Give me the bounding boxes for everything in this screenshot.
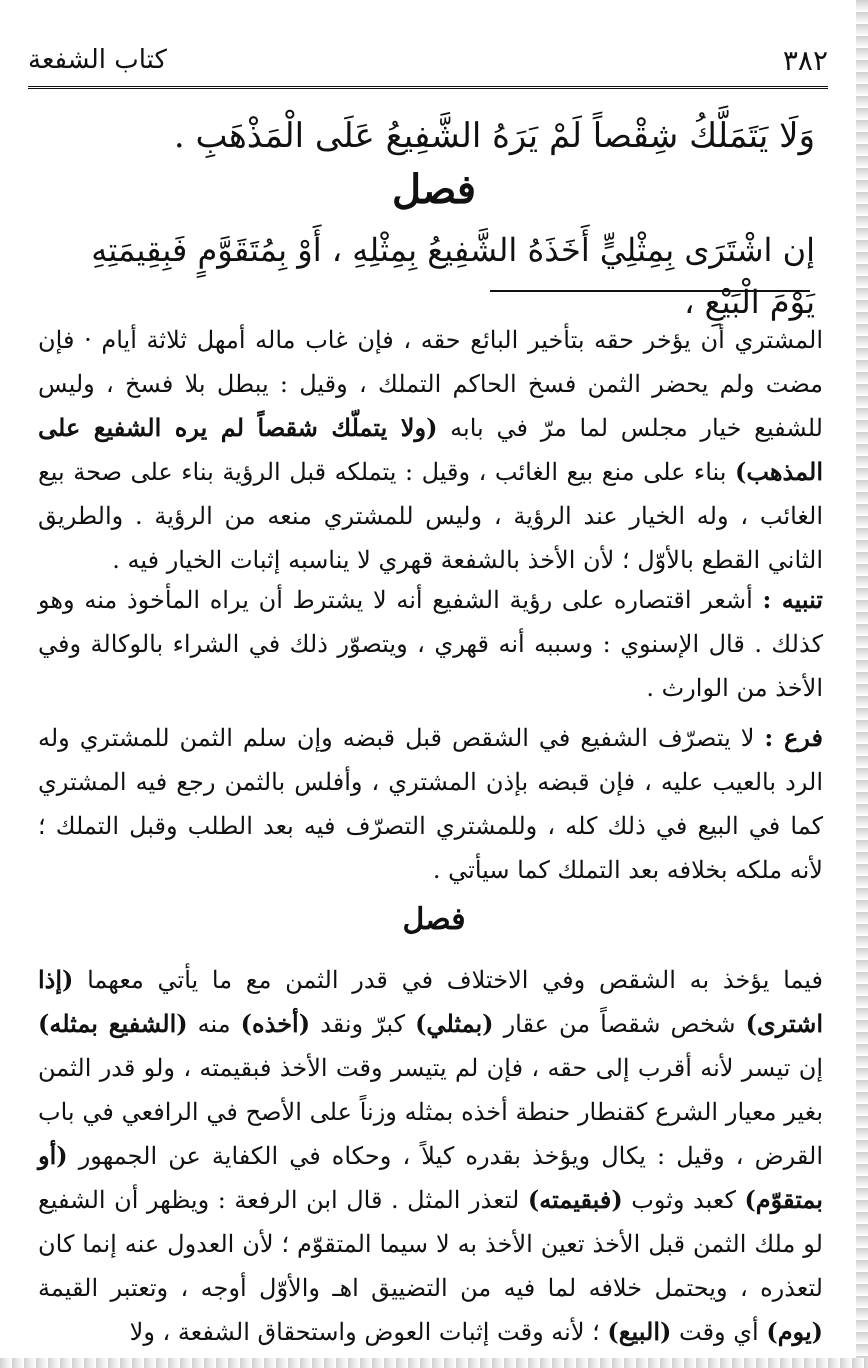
- separator-rule: [490, 290, 810, 292]
- commentary-text: كبرّ ونقد: [310, 1010, 416, 1038]
- note-text: أشعر اقتصاره على رؤية الشفيع أنه لا يشترط أن يراه المأخوذ منه وهو كذلك . قال الإسنوي : وسببه أنه قهري ، ويتصوّر ذلك في الشراء بالوكالة وفي الأخذ من الوارث .: [38, 586, 823, 702]
- commentary-paragraph-2: [38, 958, 823, 1354]
- commentary-text: فيما يؤخذ به الشقص وفي الاختلاف في قدر الثمن مع ما يأتي معهما: [73, 966, 823, 994]
- matn-quote: (إذا اشترى): [38, 965, 823, 1038]
- commentary-text: أي وقت: [671, 1318, 767, 1346]
- matn-line-top: وَلَا يَتَمَلَّكُ شِقْصاً لَمْ يَرَهُ الشَّفِيعُ عَلَى الْمَذْهَبِ .: [173, 116, 815, 156]
- note-paragraph: [38, 578, 823, 710]
- matn-quote: (أخذه): [240, 1009, 311, 1038]
- branch-label: فرع :: [764, 723, 823, 752]
- page-header: [28, 38, 828, 82]
- note-label: تنبيه :: [762, 585, 823, 614]
- commentary-text: شخص شقصاً من عقار: [493, 1010, 746, 1038]
- matn-quote: (يوم): [766, 1317, 823, 1346]
- matn-quote: (ولا يتملّك شقصاً لم يره الشفيع على المذهب): [38, 413, 823, 486]
- section-heading-2: فصل: [402, 902, 466, 937]
- header-rule: [28, 86, 828, 89]
- branch-paragraph: [38, 716, 823, 892]
- commentary-paragraph: [38, 318, 823, 582]
- matn-quote: (بمثلي): [415, 1009, 494, 1038]
- commentary-text: إن تيسر لأنه أقرب إلى حقه ، فإن لم يتيسر وقت الأخذ فبقيمته ، ولو قدر الثمن بغير معيار الشرع كقنطار حنطة أخذه بمثله وزناً على الأصح في الرافعي في باب القرض ، وقيل : يكال ويؤخذ بقدره كيلاً ، وحكاه في الكفاية عن الجمهور: [38, 1054, 823, 1170]
- section-heading: فصل: [391, 166, 477, 213]
- scan-border-right: [856, 0, 868, 1368]
- commentary-text: المشتري أن يؤخر حقه بتأخير البائع حقه ، فإن غاب ماله أمهل ثلاثة أيام · فإن مضت ولم يحضر الثمن فسخ الحاكم التملك ، وقيل : يبطل بلا فسخ ، وليس للشفيع خيار مجلس لما مرّ في بابه: [38, 326, 823, 442]
- commentary-text: كعبد وثوب: [622, 1186, 745, 1214]
- running-title: كتاب الشفعة: [28, 45, 167, 75]
- matn-quote: (أو بمتقوّم): [38, 1141, 823, 1214]
- commentary-text: منه: [187, 1010, 241, 1038]
- commentary-text: ؛ لأنه وقت إثبات العوض واستحقاق الشفعة ، ولا: [129, 1318, 608, 1346]
- commentary-text: بناء على منع بيع الغائب ، وقيل : يتملكه قبل الرؤية بناء على صحة بيع الغائب ، وله الخيار عند الرؤية ، وليس للمشتري منعه من الرؤية . والطريق الثاني القطع بالأوّل ؛ لأن الأخذ بالشفعة قهري لا يناسبه إثبات الخيار فيه .: [38, 458, 823, 574]
- branch-text: لا يتصرّف الشفيع في الشقص قبل قبضه وإن سلم الثمن للمشتري وله الرد بالعيب عليه ، فإن قبضه بإذن المشتري ، وأفلس بالثمن رجع فيه المشتري كما في البيع في ذلك كله ، وللمشتري التصرّف فيه بعد الطلب وقبل التملك ؛ لأنه ملكه بخلافه بعد التملك كما سيأتي .: [38, 724, 823, 884]
- scan-border-bottom: [0, 1358, 868, 1368]
- matn-quote: (البيع): [607, 1317, 672, 1346]
- matn-quote: (فبقيمته): [527, 1185, 623, 1214]
- page-number: ٣٨٢: [782, 43, 828, 77]
- matn-line-section: إن اشْتَرَى بِمِثْلِيٍّ أَخَذَهُ الشَّفِيعُ بِمِثْلِهِ ، أَوْ بِمُتَقَوَّمٍ فَبِقِيمَتِهِ يَوْمَ الْبَيْعِ ،: [91, 231, 815, 321]
- commentary-text: لتعذر المثل . قال ابن الرفعة : ويظهر أن الشفيع لو ملك الثمن قبل الأخذ تعين الأخذ به لا سيما المتقوّم ؛ لأن العدول عنه إنما كان لتعذره ، ويحتمل خلافه لما فيه من التضييق اهـ والأوّل أوجه ، وتعتبر القيمة: [38, 1186, 823, 1302]
- matn-quote: (الشفيع بمثله): [38, 1009, 188, 1038]
